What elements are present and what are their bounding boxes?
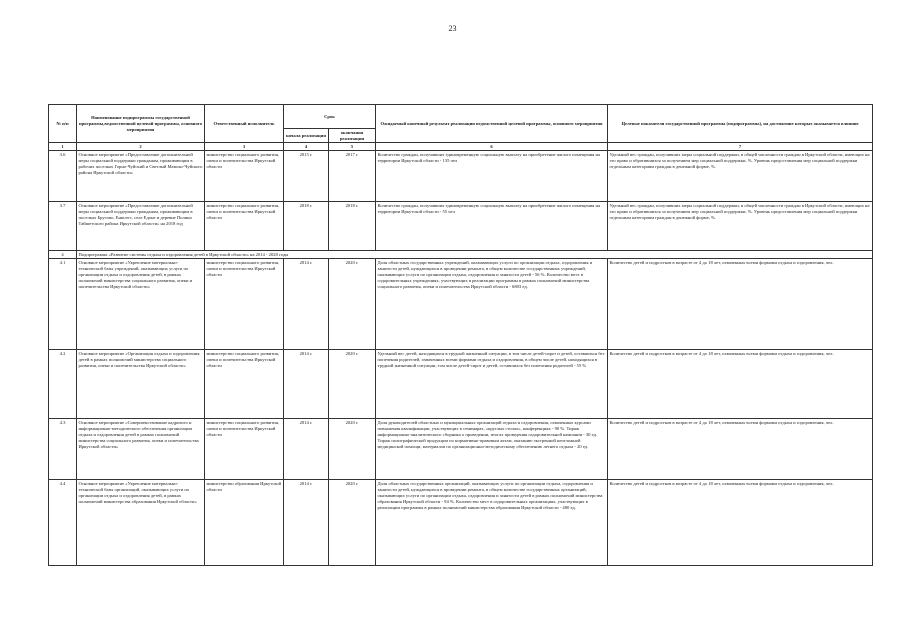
row-start: 2014 г. [284,480,329,566]
header-name: Наименование подпрограммы государственной программы,ведомственной целевой программы, основного мероприятия [77,105,205,143]
column-number: 7 [608,143,873,151]
row-end: 2020 г. [329,259,376,350]
row-number: 3.7 [49,202,77,251]
row-result: Удельный вес детей, находящихся в трудной жизненной ситуации, в том числе детей-сирот и детей, оставшихся без попечения родителей, охваченных всеми формами отдыха и оздоровления, в общем числе детей, находящихся в трудной жизненной ситуации, том числе детей-сирот и детей, оставшихся без попечения родителей - 55 % [376,350,608,419]
row-indicators: Количество детей и подростков в возрасте от 4 до 18 лет, охваченных всеми формами отдыха и оздоровления, чел. [608,350,873,419]
row-number: 3.6 [49,151,77,202]
row-start: 2018 г. [284,202,329,251]
header-row [49,105,873,129]
table-row [49,419,873,480]
row-end: 2018 г. [329,202,376,251]
row-start: 2014 г. [284,419,329,480]
row-indicators: Количество детей и подростков в возрасте от 4 до 18 лет, охваченных всеми формами отдыха и оздоровления, чел. [608,259,873,350]
row-start: 2015 г. [284,151,329,202]
row-executor: министерство социального развития, опеки и попечительства Иркутской области [205,350,284,419]
row-executor: министерство социального развития, опеки и попечительства Иркутской области [205,419,284,480]
column-number: 3 [205,143,284,151]
row-name: Основное мероприятие «Совершенствование кадрового и информационно-методического обеспечения организации отдыха и оздоровления детей в рамках полномочий министерства социального развития, опеки и попечительства Иркутской области» [77,419,205,480]
row-end: 2020 г. [329,350,376,419]
column-number: 5 [329,143,376,151]
row-result: Доля руководителей областных и муниципальных организаций отдыха и оздоровления, охваченных курсами повышения квалификации, участвующих в семинарах, «круглых столах», конференциях - 90 %. Тираж информационно-аналитического сборника о проведении, итогах проведения оздоровительной кампании - 30 ед. Тираж полиграфической продукции по нормативно-правовым актам, оказанию экстренной неотложной медицинской помощи, материалов по организационно-методическому обеспечению летнего отдыха - 20 ед. [376,419,608,480]
row-number: 4.1 [49,259,77,350]
column-numbers-row [49,143,873,151]
section-row [49,251,873,259]
row-name: Основное мероприятие «Организация отдыха и оздоровления детей в рамках полномочий министерства социального развития, опеки и попечительства Иркутской области» [77,350,205,419]
row-name: Основное мероприятие «Укрепление материально-технической базы учреждений, оказывающих услуги по организации отдыха и оздоровления детей, в рамках полномочий министерства социального развития, опеки и попечительства Иркутской области» [77,259,205,350]
row-end: 2020 г. [329,419,376,480]
table-row [49,350,873,419]
row-name: Основное мероприятие «Укрепление материально-технической базы организаций, оказывающих услуги по организации отдыха и оздоровления детей, в рамках полномочий министерства образования Иркутской области» [77,480,205,566]
header-number: № п/п [49,105,77,143]
row-end: 2020 г. [329,480,376,566]
header-executor: Ответственный исполнитель [205,105,284,143]
row-number: 4.3 [49,419,77,480]
header-start: начала реализации [284,129,329,143]
row-number: 4.2 [49,350,77,419]
column-number: 1 [49,143,77,151]
page-number: 23 [448,24,457,33]
header-end: окончания реализации [329,129,376,143]
row-result: Доля областных государственных учреждений, оказывающих услуги по организации отдыха, оздоровления и занятости детей, нуждающихся в проведении ремонта, в общем количестве государственных учреждений, оказывающих услуги по организации отдыха, оздоровления и занятости детей - 56 %. Количество мест в оздоровительных учреждениях, участвующих в реализации программы в рамках полномочий министерства социального развития, опеки и попечительства Иркутской области - 6803 ед. [376,259,608,350]
row-indicators: Количество детей и подростков в возрасте от 4 до 18 лет, охваченных всеми формами отдыха и оздоровления, чел. [608,480,873,566]
program-table [48,104,873,566]
row-start: 2014 г. [284,350,329,419]
row-name: Основное мероприятие «Предоставление дополнительной меры социальной поддержки гражданам, проживающим в рабочих поселках Горно-Чуйский и Светлый Мамско-Чуйского района Иркутской области» [77,151,205,202]
header-result: Ожидаемый конечный результат реализации ведомственной целевой программы, основного мероприятия [376,105,608,143]
header-indicators: Целевые показатели государственной программы (подпрограммы), на достижение которых оказывается влияние [608,105,873,143]
column-number: 4 [284,143,329,151]
column-number: 2 [77,143,205,151]
row-result: Доля областных государственных организаций, оказывающих услуги по организации отдыха, оздоровления и занятости детей, нуждающихся в проведении ремонта, в общем количестве государственных организаций, оказывающих услуги по организации отдыха, оздоровления и занятости детей в рамках полномочий министерства образования Иркутской области - 94 %. Количество мест в оздоровительных организациях, участвующих в реализации программы в рамках полномочий министерства образования Иркутской области - 480 ед. [376,480,608,566]
row-indicators: Количество детей и подростков в возрасте от 4 до 18 лет, охваченных всеми формами отдыха и оздоровления, чел. [608,419,873,480]
column-number: 6 [376,143,608,151]
row-result: Количество граждан, получивших единовременную социальную выплату на приобретение жилого помещения на территории Иркутской области - 55 чел [376,202,608,251]
table-row [49,202,873,251]
section-number: 4 [49,251,77,259]
table-row [49,151,873,202]
row-end: 2017 г. [329,151,376,202]
row-start: 2014 г. [284,259,329,350]
table-row [49,259,873,350]
table-row [49,480,873,566]
row-executor: министерство социального развития, опеки и попечительства Иркутской области [205,151,284,202]
header-term: Срок [284,105,376,129]
row-number: 4.4 [49,480,77,566]
row-name: Основное мероприятие «Предоставление дополнительной меры социальной поддержки гражданам, проживающим в поселках Брусово, Енисеес, селе Едоне и деревне Полина Тайшетского района Иркутской области» на 2018 год [77,202,205,251]
row-indicators: Удельный вес граждан, получивших меры социальной поддержки, в общей численности граждан в Иркутской области, имеющих на это право и обратившихся за получением мер социальной поддержки, %. Уровень предоставления мер социальной поддержки отдельным категориям граждан в денежной форме, %. [608,202,873,251]
section-title: Подпрограмма «Развитие системы отдыха и оздоровления детей в Иркутской области» на 2014 - 2020 годы [77,251,873,259]
row-executor: министерство образования Иркутской области [205,480,284,566]
row-executor: министерство социального развития, опеки и попечительства Иркутской области [205,202,284,251]
row-executor: министерство социального развития, опеки и попечительства Иркутской области [205,259,284,350]
row-indicators: Удельный вес граждан, получивших меры социальной поддержки, в общей численности граждан в Иркутской области, имеющих на это право и обратившихся за получением мер социальной поддержки, %. Уровень предоставления мер социальной поддержки отдельным категориям граждан в денежной форме, %. [608,151,873,202]
row-result: Количество граждан, получивших единовременную социальную выплату на приобретение жилого помещения на территории Иркутской области - 135 чел [376,151,608,202]
